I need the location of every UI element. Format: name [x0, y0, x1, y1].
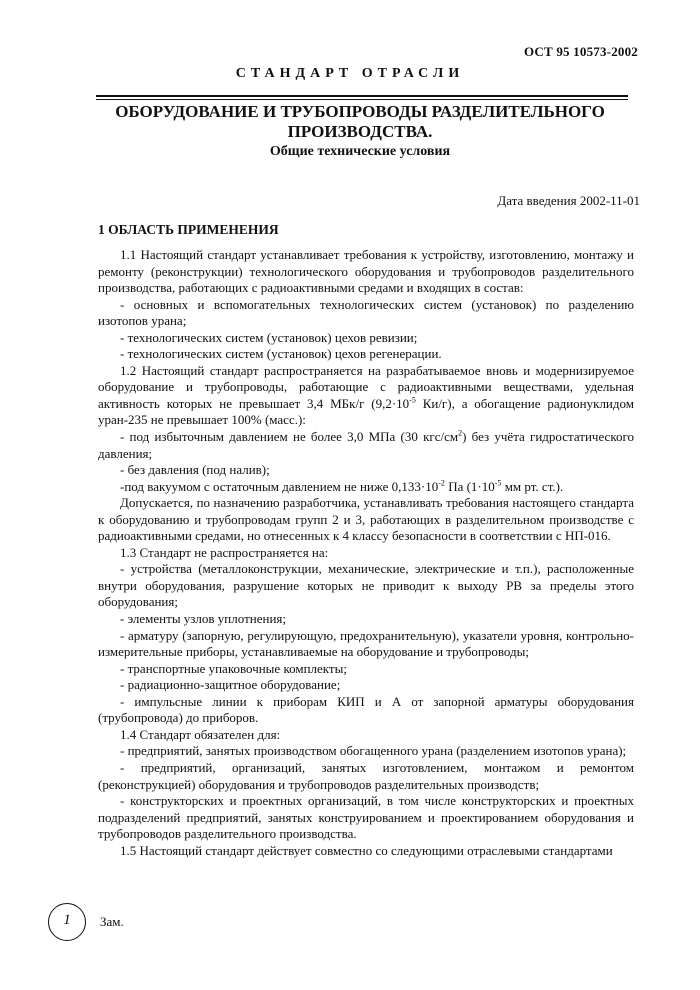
list-item: - основных и вспомогательных технологических систем (установок) по разделению изотопов урана; [98, 296, 634, 329]
header-rule-thin [96, 99, 628, 100]
paragraph-1-4: 1.4 Стандарт обязателен для: [120, 726, 281, 742]
header-rule-thick [96, 95, 628, 97]
change-number: 1 [63, 912, 71, 928]
paragraph-1-2-start: 1.2 Настоящий стандарт распространяется на разрабатываемое вновь и модернизируемое оборудование и трубопроводы, работающие с радиоактивными веществами, удельная активность которых не превышает 3,4 МБк/г (9,2·10 [98, 362, 634, 411]
paragraph-1-1: 1.1 Настоящий стандарт устанавливает требования к устройству, изготовлению, монтажу и ремонту (реконструкции) технологического оборудования и трубопроводов разделительного производства, работающих с радиоактивными средами и входящих в состав: [98, 247, 634, 296]
list-item: - устройства (металлоконструкции, механические, электрические и т.п.), расположенные внутри оборудования, разрушение которых не приводит к выходу РВ за пределы этого оборудования; [98, 561, 634, 610]
list-item: - арматуру (запорную, регулирующую, предохранительную), указатели уровня, контрольно-измерительные приборы, устанавливаемые на оборудование и трубопроводы; [98, 627, 634, 660]
list-item: - транспортные упаковочные комплекты; [120, 660, 347, 676]
list-item: - технологических систем (установок) цехов ревизии; [120, 329, 418, 345]
document-number: ОСТ 95 10573-2002 [523, 44, 638, 59]
item-text: -под вакуумом с остаточным давлением не ниже 0,133·10 [120, 478, 439, 494]
standard-kind: СТАНДАРТ ОТРАСЛИ [235, 66, 465, 81]
paragraph-1-2 [98, 363, 634, 429]
paragraph-1-2-end: Ки/г), а обогащение радионуклидом уран-235 не превышает 100% (масс.): [98, 395, 634, 428]
exponent: 2 [458, 428, 463, 438]
exponent: -5 [409, 395, 416, 405]
list-item [98, 429, 634, 462]
list-item: - без давления (под налив); [120, 462, 270, 478]
section-body [98, 247, 634, 859]
list-item: - элементы узлов уплотнения; [120, 611, 286, 627]
list-item: - предприятий, занятых производством обогащенного урана (разделением изотопов урана); [120, 743, 627, 759]
item-text: ) без учёта гидростатического давления; [98, 429, 634, 461]
exponent: -5 [494, 478, 502, 488]
paragraph-1-5: 1.5 Настоящий стандарт действует совместно со следующими отраслевыми стандартами [120, 842, 613, 858]
exponent: -2 [438, 478, 445, 488]
change-label: Зам. [100, 914, 124, 929]
list-item: - радиационно-защитное оборудование; [120, 677, 341, 693]
item-text: - под избыточным давлением не более 3,0 МПа (30 кгс/см [120, 429, 459, 445]
section-heading: 1 ОБЛАСТЬ ПРИМЕНЕНИЯ [98, 222, 279, 237]
item-text: мм рт. ст.). [501, 478, 564, 494]
change-number-circle [48, 903, 86, 941]
list-item: - конструкторских и проектных организаций, в том числе конструкторских и проектных подразделений предприятий, занятых конструированием и проектированием оборудования и трубопроводов разделительного производства. [98, 793, 634, 842]
list-item: - импульсные линии к приборам КИП и А от запорной арматуры оборудования (трубопровода) до приборов. [98, 693, 634, 726]
document-title: ОБОРУДОВАНИЕ И ТРУБОПРОВОДЫ РАЗДЕЛИТЕЛЬНОГО ПРОИЗВОДСТВА. [115, 102, 605, 141]
list-item [98, 479, 634, 496]
list-item: - предприятий, организаций, занятых изготовлением, монтажом и ремонтом (реконструкцией) оборудования и трубопроводов разделительных производств; [98, 759, 634, 792]
paragraph-1-2-extra: Допускается, по назначению разработчика, устанавливать требования настоящего стандарта к оборудованию и трубопроводам групп 2 и 3, работающих в разделительном производстве с радиоактивными средами, но отнесенных к 4 классу безопасности в соответствии с НП-016. [98, 495, 634, 544]
introduction-date: Дата введения 2002-11-01 [497, 193, 640, 208]
list-item: - технологических систем (установок) цехов регенерации. [120, 346, 442, 362]
paragraph-1-3: 1.3 Стандарт не распространяется на: [120, 544, 329, 560]
item-text: Па (1·10 [444, 478, 495, 494]
document-subtitle: Общие технические условия [269, 144, 451, 159]
